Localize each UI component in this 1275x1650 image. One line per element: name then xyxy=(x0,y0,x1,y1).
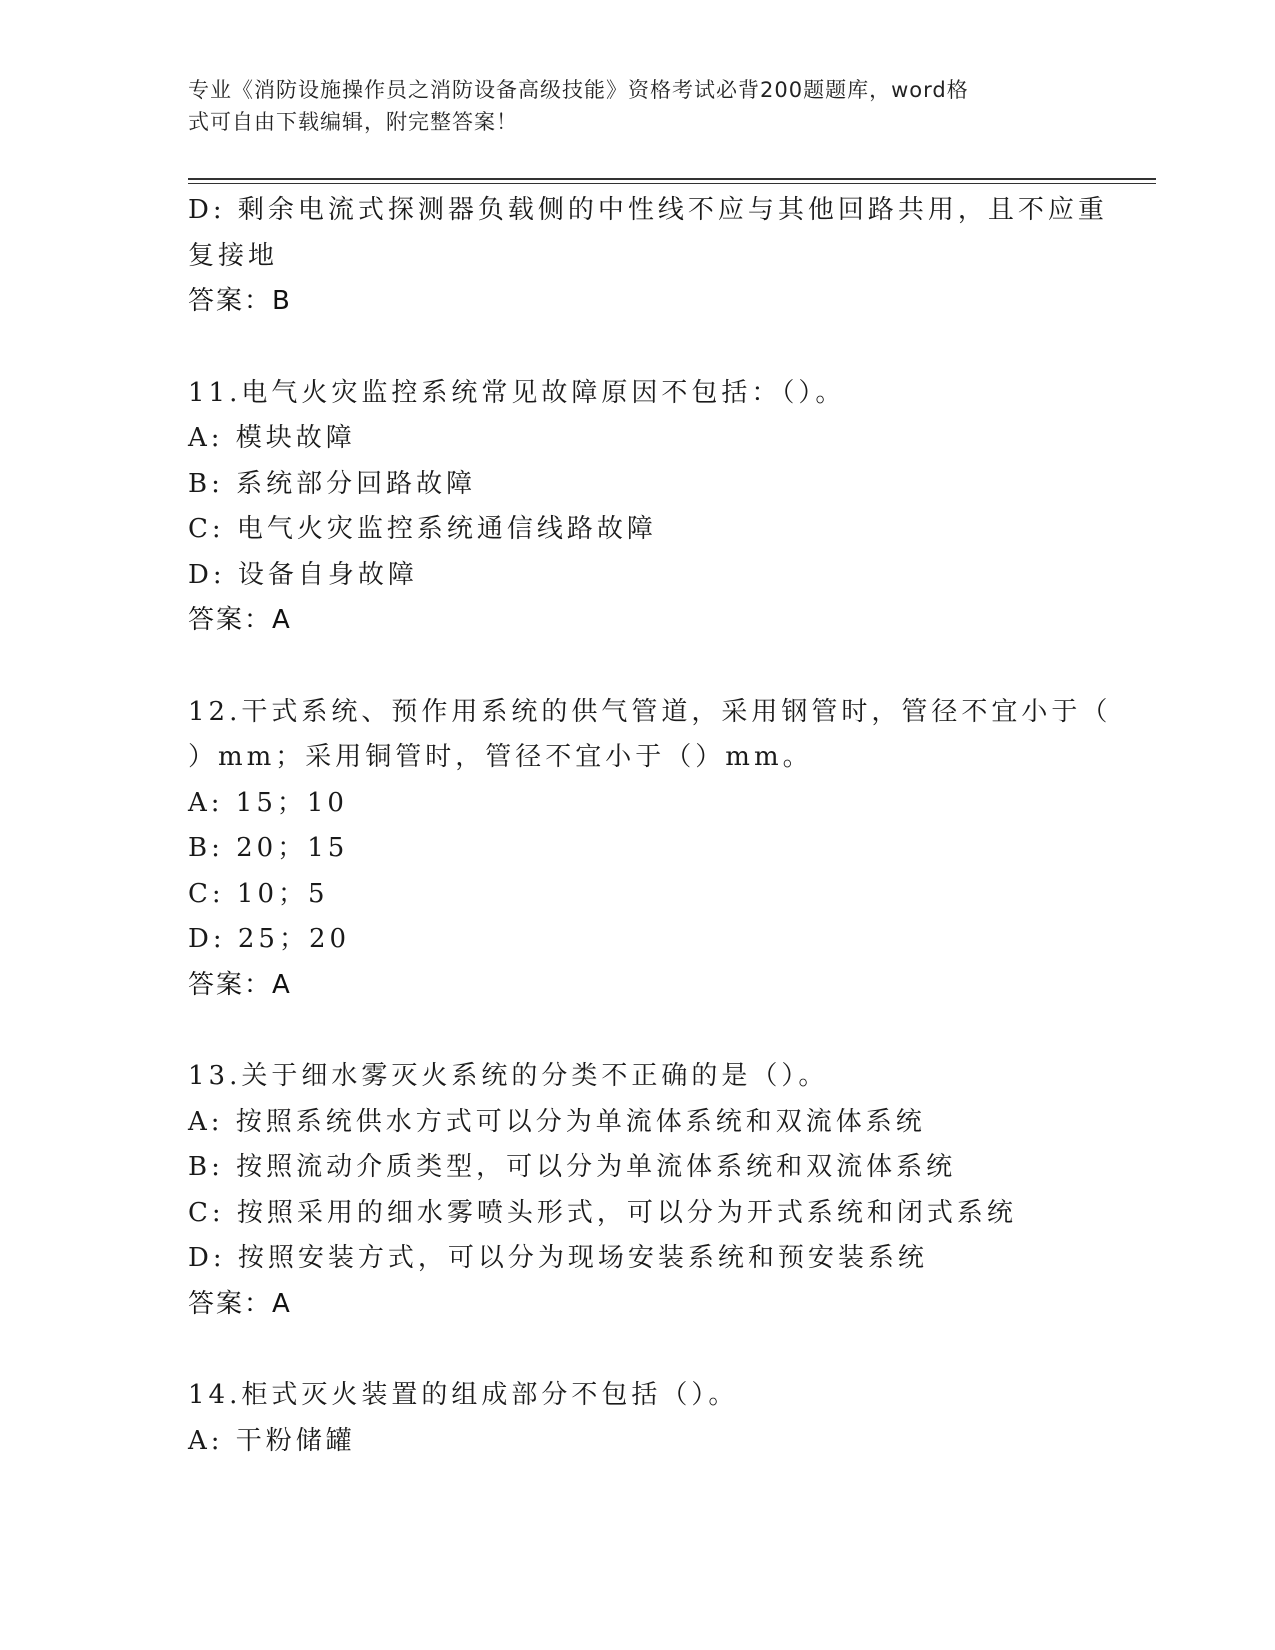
option-b: B: 系统部分回路故障 xyxy=(188,468,477,499)
question-spacer xyxy=(188,1008,1088,1054)
header-divider-thin xyxy=(188,183,1156,184)
document-header xyxy=(188,74,1068,138)
question-text-line-2: ）mm；采用铜管时，管径不宜小于（）mm。 xyxy=(188,742,813,772)
answer: 答案：A xyxy=(188,605,292,635)
header-divider-thick xyxy=(188,178,1156,180)
question-11 xyxy=(188,371,1088,644)
option-a: A: 干粉储罐 xyxy=(188,1425,356,1456)
answer: 答案：A xyxy=(188,1288,292,1319)
header-line-2: 式可自由下载编辑，附完整答案！ xyxy=(188,110,518,134)
answer: 答案：A xyxy=(188,969,292,1000)
question-14 xyxy=(188,1373,1088,1464)
option-d: D: 设备自身故障 xyxy=(188,559,418,590)
question-text: 13.关于细水雾灭火系统的分类不正确的是（）。 xyxy=(188,1061,829,1091)
question-text: 14.柜式灭火装置的组成部分不包括（）。 xyxy=(188,1380,739,1410)
option-c: C: 电气火灾监控系统通信线路故障 xyxy=(188,514,657,544)
question-text: 11.电气火灾监控系统常见故障原因不包括：（）。 xyxy=(188,377,846,408)
option-a: A: 15；10 xyxy=(188,787,348,818)
option-b: B: 20；15 xyxy=(188,833,349,863)
option-a: A: 按照系统供水方式可以分为单流体系统和双流体系统 xyxy=(188,1106,926,1137)
answer: 答案：B xyxy=(188,286,292,316)
question-spacer xyxy=(188,644,1088,690)
option-d: D: 25；20 xyxy=(188,924,351,954)
question-12 xyxy=(188,690,1112,1009)
question-13 xyxy=(188,1054,1088,1327)
question-spacer xyxy=(188,1327,1088,1373)
question-text-line-1: 12.干式系统、预作用系统的供气管道，采用钢管时，管径不宜小于（ xyxy=(188,696,1112,727)
option-c: C: 按照采用的细水雾喷头形式，可以分为开式系统和闭式系统 xyxy=(188,1197,1017,1228)
question-spacer xyxy=(188,325,1088,371)
header-line-1: 专业《消防设施操作员之消防设备高级技能》资格考试必背200题题库，word格 xyxy=(188,78,969,102)
option-c: C: 10；5 xyxy=(188,878,329,909)
question-list xyxy=(188,188,1112,1464)
option-b: B: 按照流动介质类型，可以分为单流体系统和双流体系统 xyxy=(188,1152,957,1182)
option-d: D: 按照安装方式，可以分为现场安装系统和预安装系统 xyxy=(188,1243,928,1273)
question-10-fragment xyxy=(188,188,1108,325)
option-d-line-2: 复接地 xyxy=(188,240,279,271)
option-a: A: 模块故障 xyxy=(188,423,356,453)
option-d-line-1: D: 剩余电流式探测器负载侧的中性线不应与其他回路共用，且不应重 xyxy=(188,195,1108,225)
